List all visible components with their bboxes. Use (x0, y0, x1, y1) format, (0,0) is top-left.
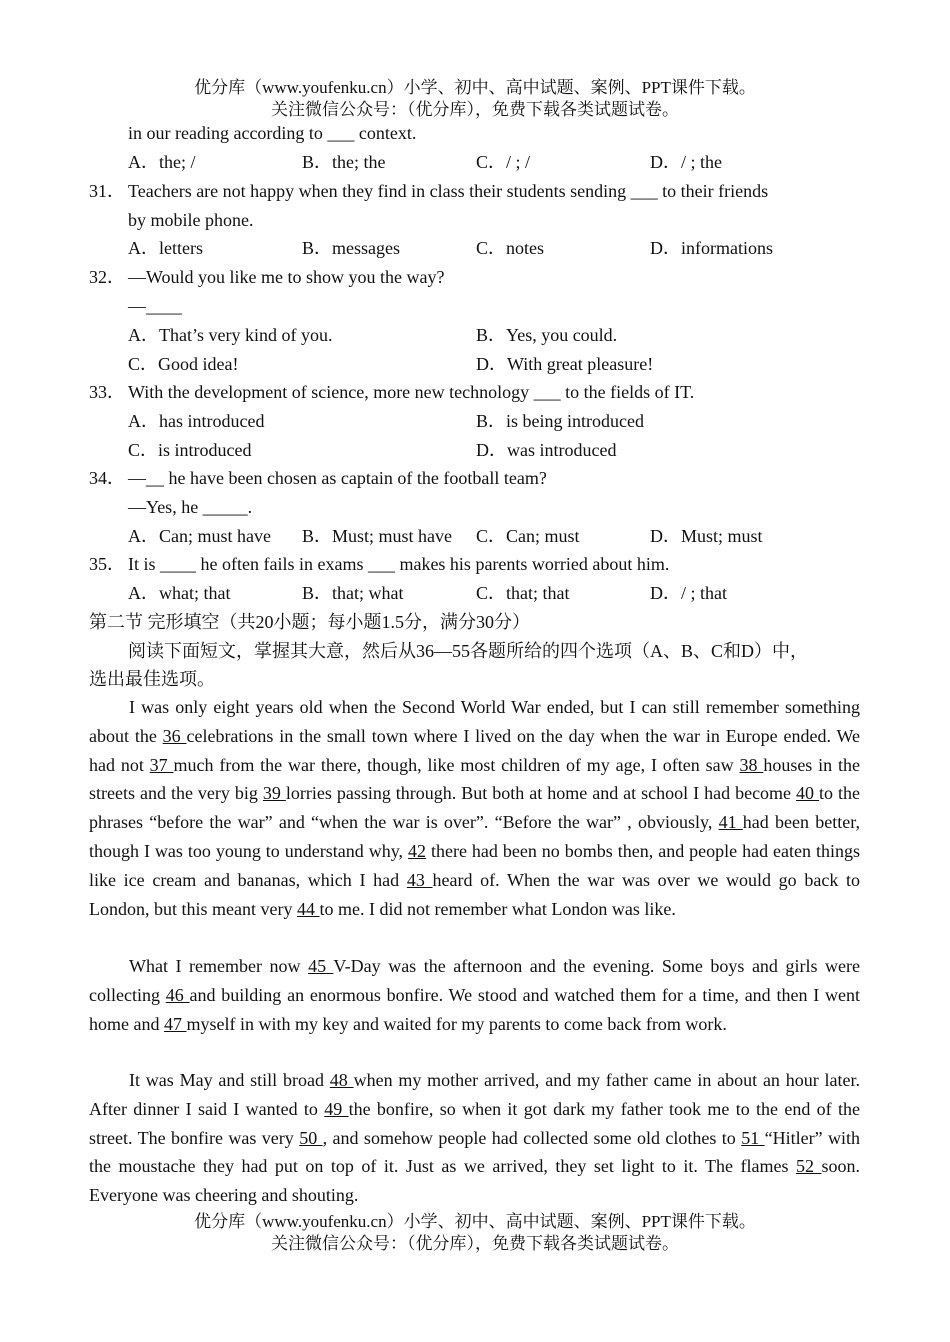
passage-paragraph-2 (89, 952, 860, 1038)
q34-option-c: C．Can; must (476, 526, 580, 546)
q32-stem: —Would you like me to show you the way? (128, 267, 445, 287)
q35-option-c: C．that; that (476, 583, 570, 603)
q32-stem-reply: —____ (128, 296, 182, 316)
blank-38: 38 (739, 754, 764, 775)
q34-number: 34． (89, 468, 125, 488)
q31-option-c: C．notes (476, 238, 545, 258)
q34-stem: —__ he have been chosen as captain of the football team? (128, 468, 547, 488)
passage-text: there had been no bombs then, and people had eaten things like ice cream and bananas, which I had (89, 840, 860, 890)
section2-title: 第二节 完形填空（共20小题；每小题1.5分，满分30分） (89, 612, 530, 632)
section2-instruction: 阅读下面短文，掌握其大意，然后从36—55各题所给的四个选项（A、B、C和D）中， (128, 641, 809, 661)
blank-52: 52 (795, 1156, 822, 1177)
passage-text: celebrations in the small town where I lived on the day when the war in Europe ended. We had not (89, 725, 861, 775)
paragraph-2-content (89, 956, 860, 1034)
blank-40: 40 (796, 783, 820, 804)
q32-option-a: A．That’s very kind of you. (128, 325, 333, 345)
q31-option-b: B．messages (302, 238, 400, 258)
passage-text: the bonfire, so when it got dark my father took me to the end of the street. The bonfire was very (89, 1098, 860, 1148)
passage-text: when my mother arrived, and my father came in about an hour later. After dinner I said I wanted to (89, 1070, 861, 1119)
blank-43: 43 (406, 869, 433, 890)
passage-text: I was only eight years old when the Second World War ended, but I can still remember something about the (89, 697, 860, 746)
blank-45: 45 (308, 956, 334, 976)
passage-text: much from the war there, though, like most children of my age, I often saw (173, 754, 740, 775)
q34-option-b: B．Must; must have (302, 526, 453, 546)
q31-stem-cont: by mobile phone. (128, 210, 254, 230)
passage-text: myself in with my key and waited for my parents to come back from work. (186, 1013, 727, 1034)
q30-option-c: C．/ ; / (476, 152, 531, 172)
passage-text: It was May and still broad (129, 1070, 330, 1090)
q31-stem: Teachers are not happy when they find in class their students sending ___ to their friends (128, 181, 769, 201)
paragraph-1-content (89, 697, 860, 919)
blank-51: 51 (741, 1127, 765, 1148)
q34-stem-reply: —Yes, he _____. (128, 497, 253, 517)
blank-42: 42 (408, 840, 427, 861)
blank-39: 39 (262, 783, 286, 804)
q35-option-b: B．that; what (302, 583, 404, 603)
q34-option-d: D．Must; must (650, 526, 763, 546)
q33-stem: With the development of science, more new technology ___ to the fields of IT. (128, 382, 695, 402)
passage-text: What I remember now (129, 956, 309, 976)
q35-number: 35． (89, 554, 125, 574)
passage-text: and building an enormous bonfire. We stood and watched them for a time, and then I went home and (89, 984, 860, 1034)
blank-41: 41 (718, 812, 743, 833)
passage-paragraph-1 (89, 693, 860, 923)
footer-line-1: 优分库（www.youfenku.cn）小学、初中、高中试题、案例、PPT课件下载。 (194, 1212, 756, 1231)
section2-instruction-cont: 选出最佳选项。 (89, 669, 215, 689)
q34-option-a: A．Can; must have (128, 526, 271, 546)
q35-stem: It is ____ he often fails in exams ___ makes his parents worried about him. (128, 554, 670, 574)
q33-number: 33． (89, 382, 125, 402)
q30-option-b: B．the; the (302, 152, 386, 172)
header-line-1: 优分库（www.youfenku.cn）小学、初中、高中试题、案例、PPT课件下载。 (194, 78, 756, 97)
passage-text: soon. Everyone was cheering and shouting. (89, 1156, 860, 1206)
blank-49: 49 (324, 1098, 349, 1119)
header-line-2: 关注微信公众号：（优分库），免费下载各类试题试卷。 (271, 100, 679, 119)
q30-option-d: D．/ ; the (650, 152, 722, 172)
blank-48: 48 (329, 1070, 354, 1090)
blank-46: 46 (165, 984, 190, 1005)
passage-text: , and somehow people had collected some old clothes to (322, 1127, 742, 1148)
q32-option-d: D．With great pleasure! (476, 354, 654, 374)
q35-option-a: A．what; that (128, 583, 231, 603)
passage-text: lorries passing through. But both at home and at school I had become (285, 783, 797, 804)
blank-47: 47 (163, 1013, 187, 1034)
passage-paragraph-3 (89, 1066, 860, 1210)
passage-text: to the phrases “before the war” and “when the war is over”. “Before the war” , obviously, (89, 783, 861, 833)
blank-36: 36 (162, 725, 187, 746)
q32-number: 32． (89, 267, 125, 287)
q32-option-c: C．Good idea! (128, 354, 239, 374)
q30-continuation: in our reading according to ___ context. (128, 123, 417, 143)
q33-option-c: C．is introduced (128, 440, 252, 460)
passage-text: houses in the streets and the very big (89, 754, 860, 804)
q33-option-d: D．was introduced (476, 440, 617, 460)
q35-option-d: D．/ ; that (650, 583, 727, 603)
q31-number: 31． (89, 181, 125, 201)
passage-text: to me. I did not remember what London was like. (319, 898, 676, 919)
q31-option-d: D．informations (650, 238, 773, 258)
q32-option-b: B．Yes, you could. (476, 325, 618, 345)
footer-line-2: 关注微信公众号：（优分库），免费下载各类试题试卷。 (271, 1234, 679, 1253)
q33-option-b: B．is being introduced (476, 411, 644, 431)
passage-text: heard of. When the war was over we would go back to London, but this meant very (89, 869, 861, 919)
blank-37: 37 (149, 754, 174, 775)
q30-option-a: A．the; / (128, 152, 196, 172)
blank-50: 50 (299, 1127, 323, 1148)
passage-text: had been better, though I was too young to understand why, (89, 812, 860, 861)
passage-text: “Hitler” with the moustache they had put on top of it. Just as we arrived, they set light to it. The flames (89, 1127, 861, 1177)
blank-44: 44 (296, 898, 320, 919)
q33-option-a: A．has introduced (128, 411, 265, 431)
q31-option-a: A．letters (128, 238, 203, 258)
passage-text: V-Day was the afternoon and the evening. Some boys and girls were collecting (89, 956, 860, 1005)
paragraph-3-content (89, 1070, 860, 1205)
